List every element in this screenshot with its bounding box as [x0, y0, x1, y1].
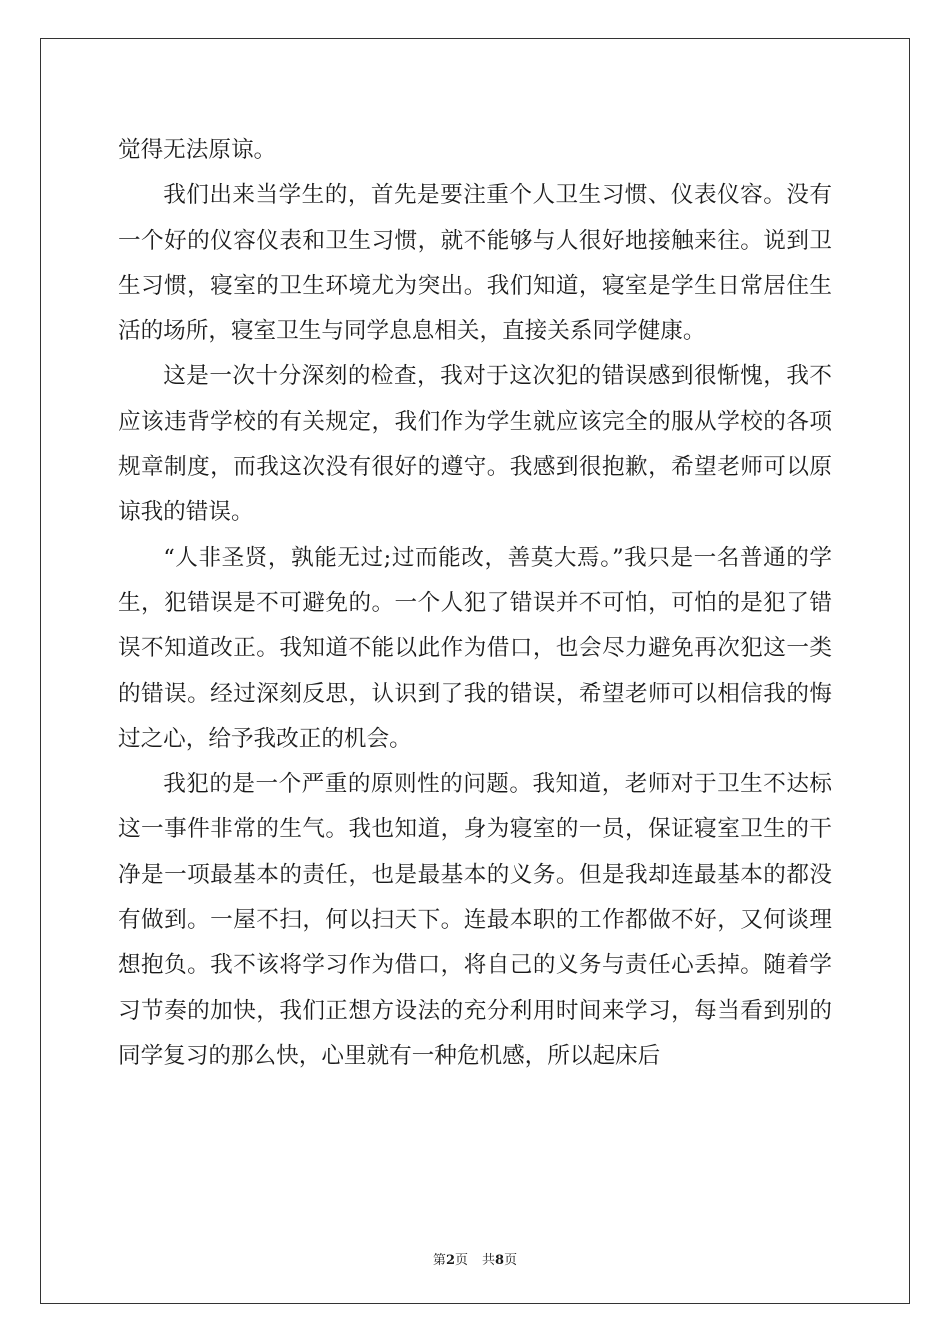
total-suffix: 页 — [504, 1253, 518, 1268]
paragraph: 我犯的是一个严重的原则性的问题。我知道，老师对于卫生不达标这一事件非常的生气。我也知道，身为寝室的一员，保证寝室卫生的干净是一项最基本的责任，也是最基本的义务。但是我却连最基本的都没有做到。一屋不扫，何以扫天下。连最本职的工作都做不好，又何谈理想抱负。我不该将学习作为借口，将自己的义务与责任心丢掉。随着学习节奏的加快，我们正想方设法的充分利用时间来学习，每当看到别的同学复习的那么快，心里就有一种危机感，所以起床后 — [118, 771, 832, 1069]
page-number: 2 — [445, 1253, 455, 1268]
page-suffix: 页 — [454, 1253, 468, 1268]
page-footer — [0, 1249, 950, 1268]
paragraph: 我们出来当学生的，首先是要注重个人卫生习惯、仪表仪容。没有一个好的仪容仪表和卫生习惯，就不能够与人很好地接触来往。说到卫生习惯，寝室的卫生环境尤为突出。我们知道，寝室是学生日常居住生活的场所，寝室卫生与同学息息相关，直接关系同学健康。 — [118, 182, 832, 345]
total-pages: 8 — [495, 1253, 505, 1268]
paragraph: “人非圣贤，孰能无过;过而能改，善莫大焉。”我只是一名普通的学生，犯错误是不可避免的。一个人犯了错误并不可怕，可怕的是犯了错误不知道改正。我知道不能以此作为借口，也会尽力避免再次犯这一类的错误。经过深刻反思，认识到了我的错误，希望老师可以相信我的悔过之心，给予我改正的机会。 — [118, 544, 832, 752]
page-prefix: 第 — [432, 1253, 446, 1268]
paragraph-continuation: 觉得无法原谅。 — [118, 137, 277, 163]
paragraph: 这是一次十分深刻的检查，我对于这次犯的错误感到很惭愧，我不应该违背学校的有关规定，我们作为学生就应该完全的服从学校的各项规章制度，而我这次没有很好的遵守。我感到很抱歉，希望老师可以原谅我的错误。 — [118, 363, 832, 526]
total-prefix: 共 — [482, 1253, 496, 1268]
document-body — [118, 128, 832, 1079]
